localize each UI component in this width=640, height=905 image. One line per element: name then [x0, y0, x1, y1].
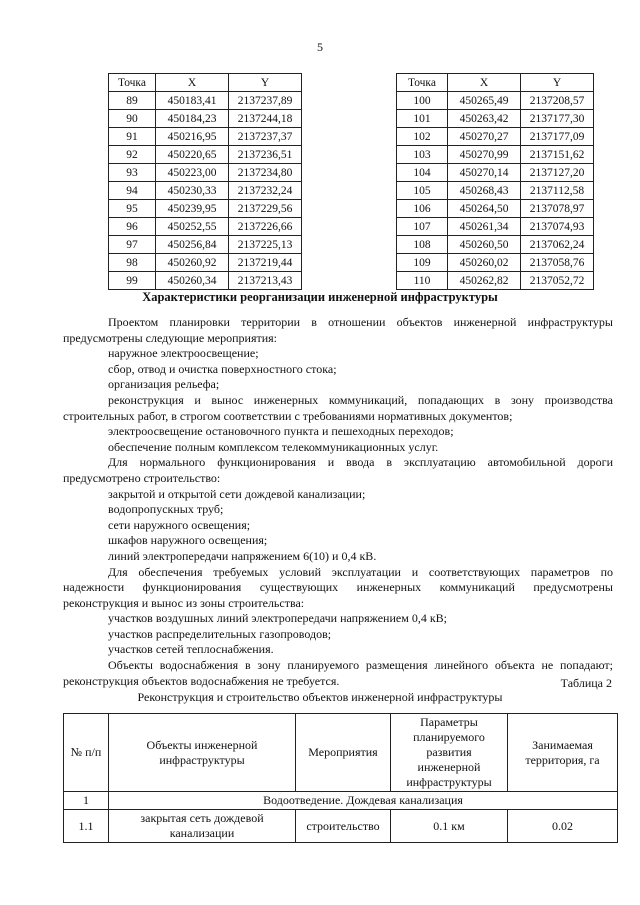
coordinate-point: 101 [397, 110, 448, 128]
coordinate-point: 105 [397, 182, 448, 200]
coordinate-y: 2137052,72 [521, 272, 594, 290]
coordinate-y: 2137244,18 [229, 110, 302, 128]
coordinate-point: 89 [109, 92, 156, 110]
coordinate-point: 103 [397, 146, 448, 164]
coordinate-x: 450260,02 [448, 254, 521, 272]
coordinate-y: 2137058,76 [521, 254, 594, 272]
coordinate-row [109, 92, 302, 110]
coordinate-y: 2137236,51 [229, 146, 302, 164]
paragraph: реконструкция и вынос инженерных коммуникаций, попадающих в зону производства строительных работ, в строгом соответствии с требованиями нормативных документов; [63, 392, 613, 423]
header-x: X [448, 74, 521, 92]
coordinate-y: 2137225,13 [229, 236, 302, 254]
coordinate-row [397, 272, 594, 290]
coordinate-row [109, 110, 302, 128]
header-object: Объекты инженерной инфраструктуры [109, 714, 296, 792]
coordinate-point: 96 [109, 218, 156, 236]
coordinate-y: 2137078,97 [521, 200, 594, 218]
coordinate-y: 2137234,80 [229, 164, 302, 182]
list-item: сети наружного освещения; [108, 517, 251, 532]
coordinate-x: 450268,43 [448, 182, 521, 200]
list-item: организация рельефа; [108, 377, 220, 392]
coordinates-table-left [108, 73, 302, 290]
list-item: наружное электроосвещение; [108, 346, 259, 361]
header-y: Y [521, 74, 594, 92]
coordinate-point: 107 [397, 218, 448, 236]
row-area: 0.02 [508, 810, 618, 843]
coordinate-row [397, 218, 594, 236]
coordinate-point: 110 [397, 272, 448, 290]
coordinate-x: 450270,99 [448, 146, 521, 164]
coordinate-x: 450256,84 [156, 236, 229, 254]
coordinate-row [397, 146, 594, 164]
coordinate-point: 104 [397, 164, 448, 182]
coordinate-point: 98 [109, 254, 156, 272]
coordinate-point: 93 [109, 164, 156, 182]
coordinate-y: 2137177,09 [521, 128, 594, 146]
paragraph: Объекты водоснабжения в зону планируемого размещения линейного объекта не попадают; реконструкция объектов водоснабжения не требуется. [63, 658, 613, 688]
coordinate-x: 450239,95 [156, 200, 229, 218]
table-title: Реконструкция и строительство объектов инженерной инфраструктуры [137, 690, 503, 704]
coordinate-y: 2137237,89 [229, 92, 302, 110]
group-title: Водоотведение. Дождевая канализация [109, 792, 618, 810]
coordinate-y: 2137127,20 [521, 164, 594, 182]
coordinate-row [109, 254, 302, 272]
coordinate-row [109, 236, 302, 254]
coordinate-y: 2137219,44 [229, 254, 302, 272]
list-item: участков распределительных газопроводов; [108, 626, 332, 641]
coordinate-point: 108 [397, 236, 448, 254]
coordinate-point: 97 [109, 236, 156, 254]
coordinate-point: 90 [109, 110, 156, 128]
coordinate-row [397, 200, 594, 218]
coordinate-x: 450216,95 [156, 128, 229, 146]
row-action: строительство [296, 810, 391, 843]
list-item: линий электропередачи напряжением 6(10) и 0,4 кВ. [108, 548, 377, 563]
coordinate-row [397, 182, 594, 200]
coordinate-row [109, 146, 302, 164]
coordinate-x: 450260,34 [156, 272, 229, 290]
coordinate-x: 450223,00 [156, 164, 229, 182]
coordinate-y: 2137232,24 [229, 182, 302, 200]
coordinate-y: 2137229,56 [229, 200, 302, 218]
header-point: Точка [109, 74, 156, 92]
paragraph: Для обеспечения требуемых условий эксплуатации и соответствующих параметров по надежности функционирования существующих инженерных коммуникаций предусмотрены реконструкция и вынос из зоны строительства: [63, 564, 613, 610]
list-item: водопропускных труб; [108, 502, 224, 517]
row-param: 0.1 км [391, 810, 508, 843]
list-item: обеспечение полным комплексом телекоммуникационных услуг. [108, 439, 439, 454]
coordinate-y: 2137074,93 [521, 218, 594, 236]
coordinate-x: 450184,23 [156, 110, 229, 128]
paragraph: Для нормального функционирования и ввода в эксплуатацию автомобильной дороги предусмотрено строительство: [63, 455, 613, 485]
coordinate-point: 91 [109, 128, 156, 146]
coordinate-point: 99 [109, 272, 156, 290]
coordinate-point: 100 [397, 92, 448, 110]
coordinate-point: 109 [397, 254, 448, 272]
coordinate-row [109, 164, 302, 182]
coordinate-row [397, 110, 594, 128]
coordinate-x: 450262,82 [448, 272, 521, 290]
infrastructure-header-row [64, 714, 618, 792]
header-y: Y [229, 74, 302, 92]
paragraph: Проектом планировки территории в отношении объектов инженерной инфраструктуры предусмотрены следующие мероприятия: [63, 315, 613, 345]
coordinates-header-row [397, 74, 594, 92]
coordinate-row [397, 164, 594, 182]
header-num: № п/п [64, 714, 109, 792]
coordinate-x: 450263,42 [448, 110, 521, 128]
list-item: сбор, отвод и очистка поверхностного стока; [108, 361, 337, 376]
coordinate-y: 2137177,30 [521, 110, 594, 128]
list-item: шкафов наружного освещения; [108, 533, 268, 548]
coordinates-table-right [396, 73, 594, 290]
coordinate-point: 106 [397, 200, 448, 218]
coordinate-point: 92 [109, 146, 156, 164]
coordinate-x: 450183,41 [156, 92, 229, 110]
coordinate-row [109, 182, 302, 200]
coordinate-y: 2137062,24 [521, 236, 594, 254]
body-text [63, 315, 613, 689]
coordinate-y: 2137213,43 [229, 272, 302, 290]
coordinate-point: 102 [397, 128, 448, 146]
coordinate-row [109, 200, 302, 218]
table-label: Таблица 2 [560, 676, 612, 690]
table-row [64, 810, 618, 843]
coordinate-point: 94 [109, 182, 156, 200]
header-point: Точка [397, 74, 448, 92]
page-number: 5 [317, 40, 323, 54]
coordinate-row [109, 128, 302, 146]
coordinate-x: 450264,50 [448, 200, 521, 218]
header-parameters: Параметры планируемого развития инженерной инфраструктуры [391, 714, 508, 792]
infrastructure-table [63, 713, 618, 843]
header-action: Мероприятия [296, 714, 391, 792]
section-title: Характеристики реорганизации инженерной инфраструктуры [142, 290, 498, 304]
coordinate-x: 450270,27 [448, 128, 521, 146]
coordinate-x: 450252,55 [156, 218, 229, 236]
group-num: 1 [64, 792, 109, 810]
list-item: участков воздушных линий электропередачи напряжением 0,4 кВ; [108, 611, 447, 626]
list-item: закрытой и открытой сети дождевой канализации; [108, 486, 366, 501]
coordinate-x: 450230,33 [156, 182, 229, 200]
list-item: электроосвещение остановочного пункта и пешеходных переходов; [108, 424, 454, 439]
header-x: X [156, 74, 229, 92]
coordinate-row [397, 236, 594, 254]
list-item: участков сетей теплоснабжения. [108, 642, 274, 657]
coordinate-y: 2137151,62 [521, 146, 594, 164]
coordinate-row [397, 92, 594, 110]
coordinate-y: 2137226,66 [229, 218, 302, 236]
coordinate-row [109, 218, 302, 236]
coordinate-x: 450260,92 [156, 254, 229, 272]
coordinate-x: 450270,14 [448, 164, 521, 182]
coordinate-x: 450260,50 [448, 236, 521, 254]
coordinate-y: 2137237,37 [229, 128, 302, 146]
group-row [64, 792, 618, 810]
coordinate-point: 95 [109, 200, 156, 218]
coordinate-x: 450265,49 [448, 92, 521, 110]
row-object: закрытая сеть дождевой канализации [109, 810, 296, 843]
coordinate-y: 2137208,57 [521, 92, 594, 110]
header-area: Занимаемая территория, га [508, 714, 618, 792]
coordinate-x: 450261,34 [448, 218, 521, 236]
coordinate-row [397, 128, 594, 146]
coordinate-y: 2137112,58 [521, 182, 594, 200]
coordinate-row [109, 272, 302, 290]
coordinate-row [397, 254, 594, 272]
row-num: 1.1 [64, 810, 109, 843]
coordinate-x: 450220,65 [156, 146, 229, 164]
coordinates-header-row [109, 74, 302, 92]
